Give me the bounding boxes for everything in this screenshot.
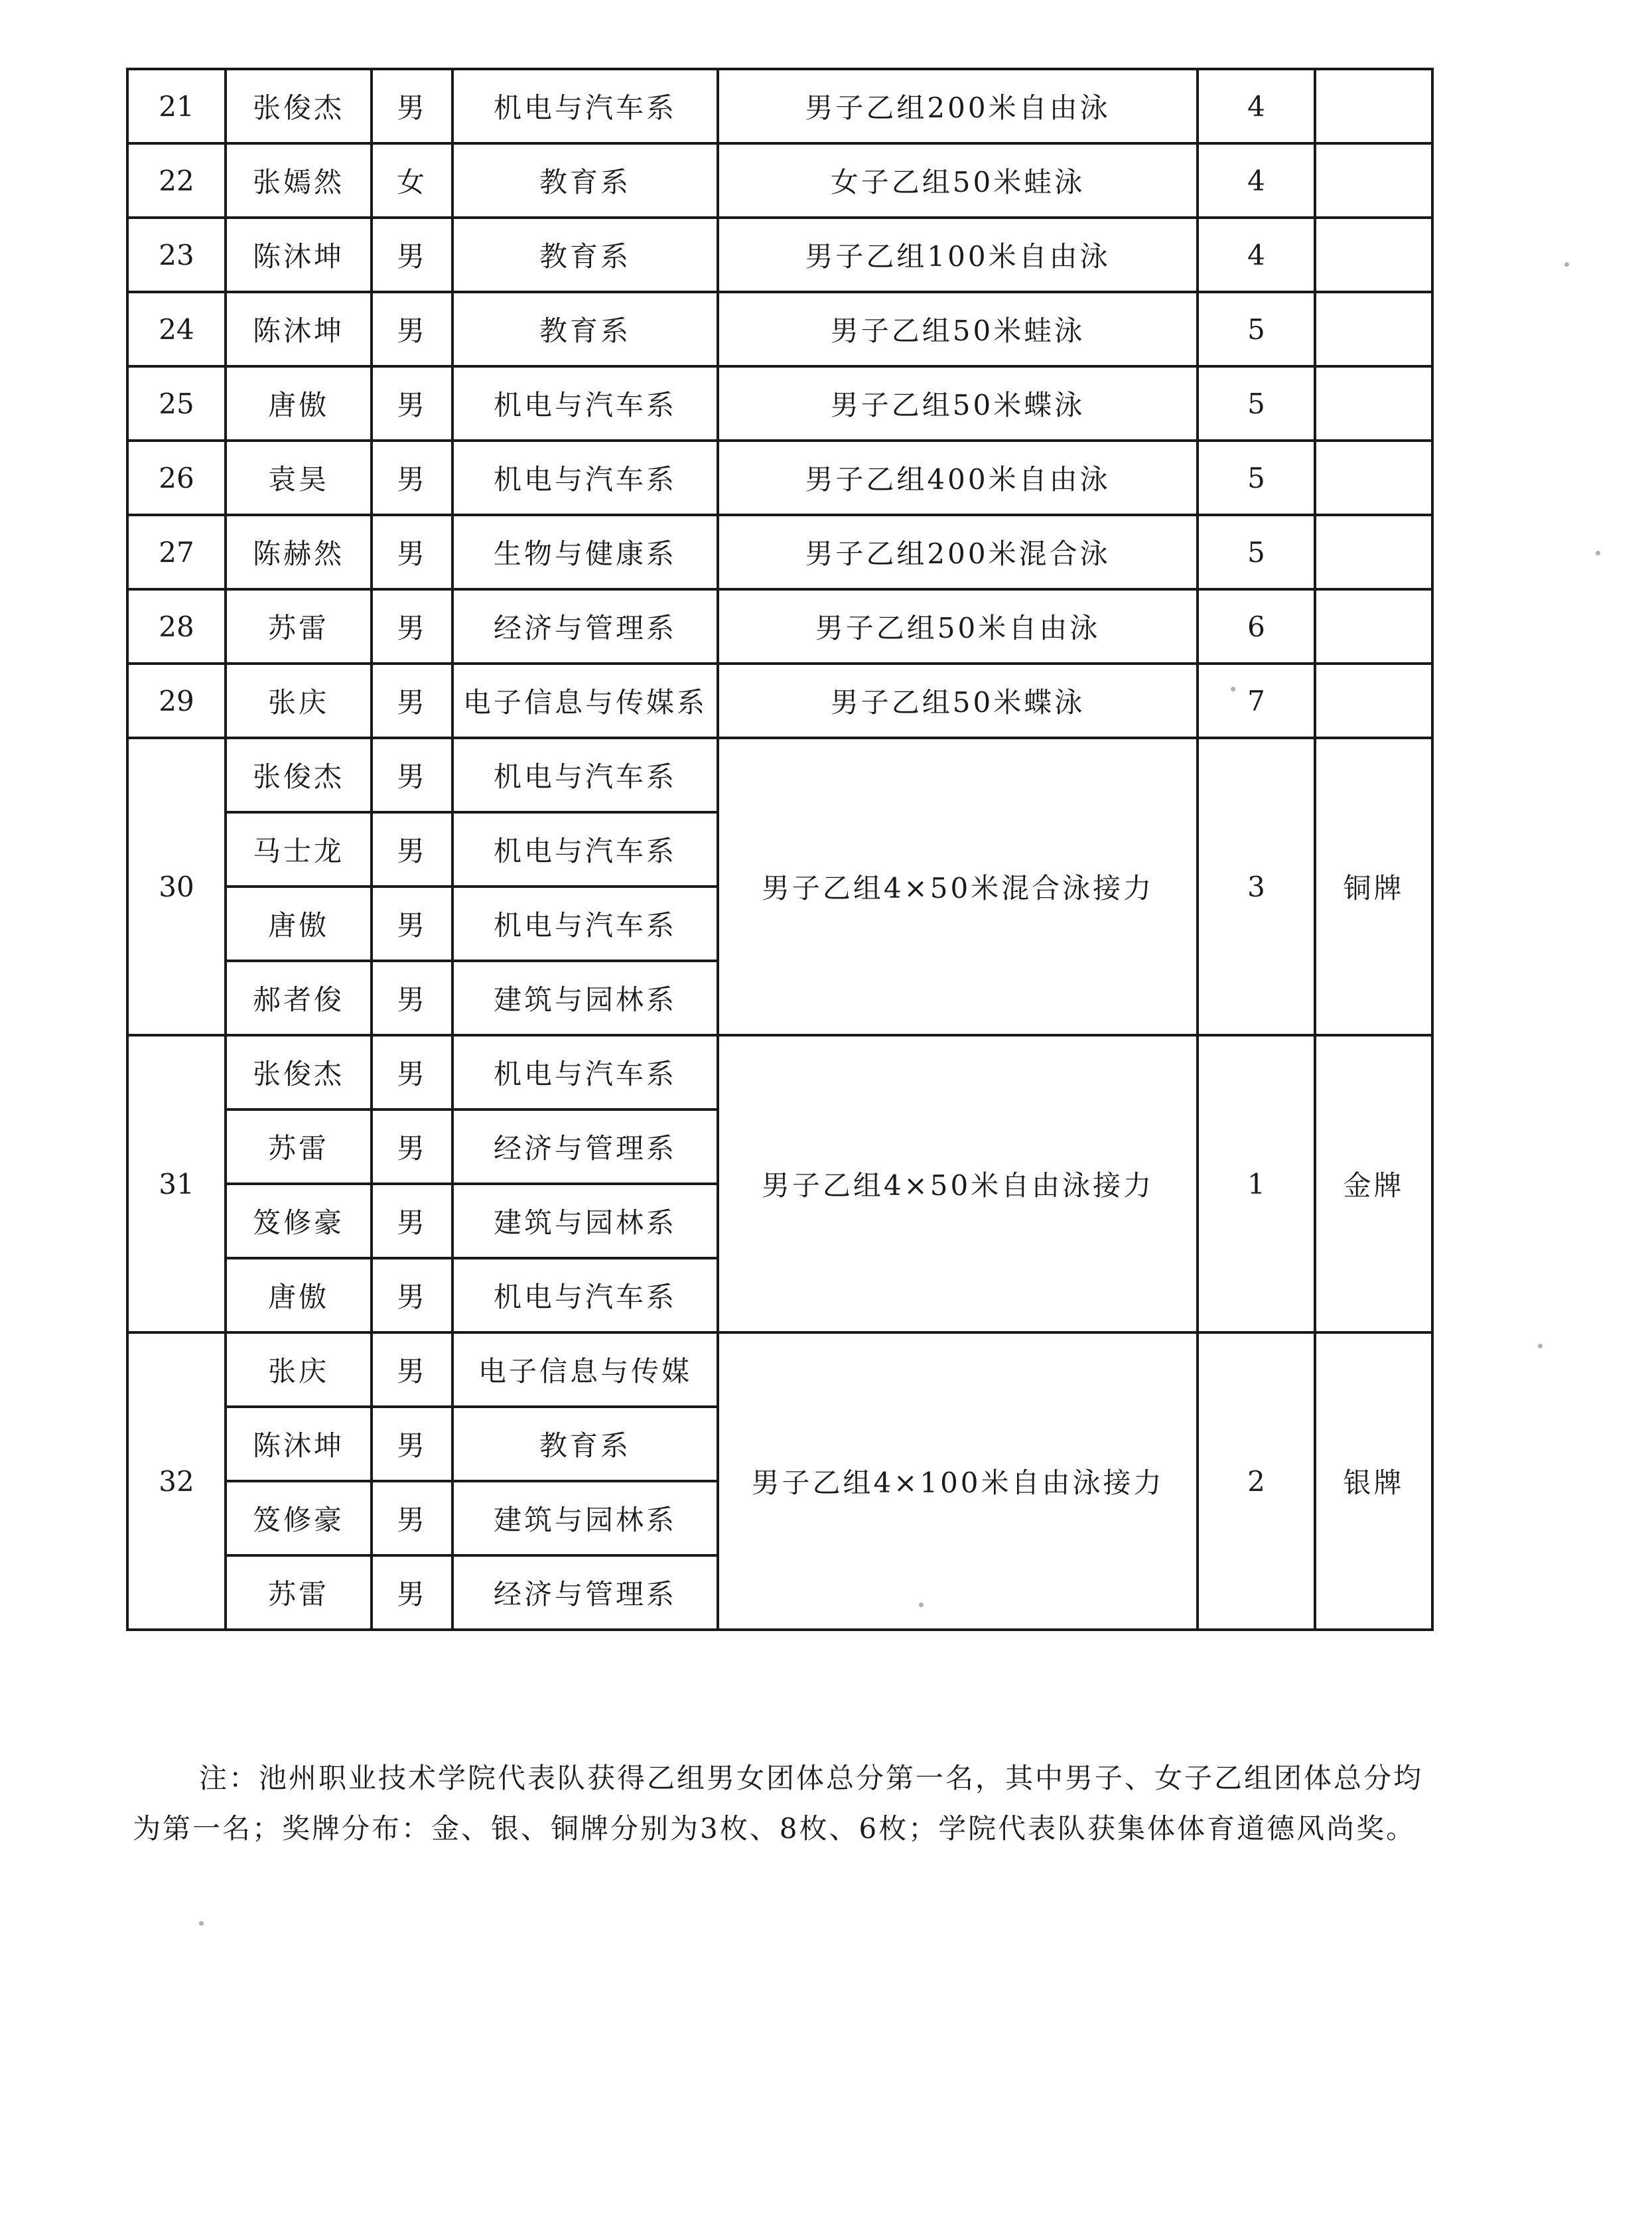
cell-department: 机电与汽车系 bbox=[452, 69, 718, 143]
cell-department: 教育系 bbox=[452, 292, 718, 366]
cell-gender: 男 bbox=[372, 1035, 452, 1109]
cell-department: 机电与汽车系 bbox=[452, 738, 718, 812]
cell-rank: 4 bbox=[1198, 143, 1315, 218]
cell-gender: 男 bbox=[372, 961, 452, 1035]
cell-name: 郝者俊 bbox=[226, 961, 372, 1035]
cell-name: 马士龙 bbox=[226, 812, 372, 887]
cell-number: 32 bbox=[127, 1332, 226, 1630]
cell-gender: 男 bbox=[372, 1481, 452, 1555]
cell-department: 电子信息与传媒 bbox=[452, 1332, 718, 1407]
cell-gender: 男 bbox=[372, 515, 452, 589]
cell-department: 机电与汽车系 bbox=[452, 1258, 718, 1332]
scan-speck bbox=[199, 1921, 204, 1926]
cell-number: 31 bbox=[127, 1035, 226, 1332]
cell-name: 张俊杰 bbox=[226, 738, 372, 812]
cell-medal: 金牌 bbox=[1315, 1035, 1432, 1332]
cell-number: 25 bbox=[127, 366, 226, 441]
cell-event: 男子乙组200米自由泳 bbox=[718, 69, 1198, 143]
cell-number: 24 bbox=[127, 292, 226, 366]
cell-gender: 男 bbox=[372, 1258, 452, 1332]
cell-rank: 6 bbox=[1198, 589, 1315, 664]
cell-rank: 2 bbox=[1198, 1332, 1315, 1630]
table-row bbox=[127, 218, 1432, 292]
cell-event: 男子乙组4×100米自由泳接力 bbox=[718, 1332, 1198, 1630]
cell-rank: 5 bbox=[1198, 366, 1315, 441]
cell-event: 男子乙组100米自由泳 bbox=[718, 218, 1198, 292]
cell-name: 张俊杰 bbox=[226, 69, 372, 143]
cell-department: 建筑与园林系 bbox=[452, 1184, 718, 1258]
cell-gender: 男 bbox=[372, 218, 452, 292]
table-row bbox=[127, 69, 1432, 143]
cell-department: 生物与健康系 bbox=[452, 515, 718, 589]
cell-number: 23 bbox=[127, 218, 226, 292]
results-table bbox=[126, 68, 1434, 1631]
table-row bbox=[127, 589, 1432, 664]
cell-gender: 男 bbox=[372, 664, 452, 738]
cell-gender: 男 bbox=[372, 1184, 452, 1258]
table-row bbox=[127, 366, 1432, 441]
scan-speck bbox=[919, 1603, 924, 1607]
cell-rank: 4 bbox=[1198, 69, 1315, 143]
cell-medal bbox=[1315, 143, 1432, 218]
cell-department: 机电与汽车系 bbox=[452, 366, 718, 441]
cell-rank: 1 bbox=[1198, 1035, 1315, 1332]
cell-medal bbox=[1315, 69, 1432, 143]
cell-department: 教育系 bbox=[452, 1407, 718, 1481]
cell-name: 唐傲 bbox=[226, 887, 372, 961]
table-row bbox=[127, 292, 1432, 366]
cell-name: 苏雷 bbox=[226, 589, 372, 664]
relay-row bbox=[127, 1035, 1432, 1109]
cell-event: 男子乙组200米混合泳 bbox=[718, 515, 1198, 589]
table-row bbox=[127, 143, 1432, 218]
cell-number: 27 bbox=[127, 515, 226, 589]
cell-gender: 男 bbox=[372, 1555, 452, 1630]
cell-rank: 3 bbox=[1198, 738, 1315, 1035]
cell-gender: 男 bbox=[372, 1332, 452, 1407]
cell-rank: 7 bbox=[1198, 664, 1315, 738]
cell-gender: 男 bbox=[372, 366, 452, 441]
table-row bbox=[127, 515, 1432, 589]
cell-name: 唐傲 bbox=[226, 1258, 372, 1332]
cell-gender: 男 bbox=[372, 589, 452, 664]
cell-department: 经济与管理系 bbox=[452, 1109, 718, 1184]
cell-department: 经济与管理系 bbox=[452, 589, 718, 664]
cell-department: 教育系 bbox=[452, 143, 718, 218]
cell-event: 男子乙组4×50米混合泳接力 bbox=[718, 738, 1198, 1035]
cell-medal bbox=[1315, 292, 1432, 366]
footnote: 注：池州职业技术学院代表队获得乙组男女团体总分第一名，其中男子、女子乙组团体总分均为第一名；奖牌分布：金、银、铜牌分别为3枚、8枚、6枚；学院代表队获集体体育道德风尚奖。 bbox=[133, 1762, 1424, 1845]
table-row bbox=[127, 664, 1432, 738]
cell-department: 机电与汽车系 bbox=[452, 812, 718, 887]
table-row bbox=[127, 441, 1432, 515]
cell-name: 笈修豪 bbox=[226, 1481, 372, 1555]
cell-department: 机电与汽车系 bbox=[452, 887, 718, 961]
cell-name: 唐傲 bbox=[226, 366, 372, 441]
cell-gender: 男 bbox=[372, 69, 452, 143]
cell-medal bbox=[1315, 441, 1432, 515]
cell-name: 苏雷 bbox=[226, 1555, 372, 1630]
cell-number: 22 bbox=[127, 143, 226, 218]
cell-number: 29 bbox=[127, 664, 226, 738]
cell-name: 张俊杰 bbox=[226, 1035, 372, 1109]
cell-gender: 男 bbox=[372, 887, 452, 961]
cell-number: 26 bbox=[127, 441, 226, 515]
cell-medal bbox=[1315, 589, 1432, 664]
cell-gender: 男 bbox=[372, 1109, 452, 1184]
cell-department: 机电与汽车系 bbox=[452, 1035, 718, 1109]
cell-number: 30 bbox=[127, 738, 226, 1035]
cell-department: 电子信息与传媒系 bbox=[452, 664, 718, 738]
cell-department: 机电与汽车系 bbox=[452, 441, 718, 515]
cell-event: 男子乙组50米自由泳 bbox=[718, 589, 1198, 664]
cell-name: 陈沐坤 bbox=[226, 292, 372, 366]
relay-row bbox=[127, 1332, 1432, 1407]
cell-rank: 5 bbox=[1198, 292, 1315, 366]
cell-event: 男子乙组50米蛙泳 bbox=[718, 292, 1198, 366]
cell-name: 苏雷 bbox=[226, 1109, 372, 1184]
cell-name: 陈沐坤 bbox=[226, 218, 372, 292]
cell-event: 男子乙组50米蝶泳 bbox=[718, 664, 1198, 738]
cell-medal: 银牌 bbox=[1315, 1332, 1432, 1630]
cell-department: 建筑与园林系 bbox=[452, 1481, 718, 1555]
cell-number: 21 bbox=[127, 69, 226, 143]
cell-medal bbox=[1315, 218, 1432, 292]
cell-name: 袁昊 bbox=[226, 441, 372, 515]
cell-rank: 4 bbox=[1198, 218, 1315, 292]
cell-gender: 女 bbox=[372, 143, 452, 218]
cell-gender: 男 bbox=[372, 1407, 452, 1481]
scan-speck bbox=[1231, 687, 1235, 691]
cell-name: 陈沐坤 bbox=[226, 1407, 372, 1481]
cell-rank: 5 bbox=[1198, 515, 1315, 589]
cell-number: 28 bbox=[127, 589, 226, 664]
cell-name: 张庆 bbox=[226, 1332, 372, 1407]
cell-name: 张庆 bbox=[226, 664, 372, 738]
scan-speck bbox=[1596, 551, 1600, 555]
cell-event: 男子乙组4×50米自由泳接力 bbox=[718, 1035, 1198, 1332]
cell-gender: 男 bbox=[372, 292, 452, 366]
cell-event: 女子乙组50米蛙泳 bbox=[718, 143, 1198, 218]
cell-department: 建筑与园林系 bbox=[452, 961, 718, 1035]
scan-speck bbox=[1564, 262, 1569, 267]
cell-medal bbox=[1315, 515, 1432, 589]
cell-gender: 男 bbox=[372, 812, 452, 887]
cell-event: 男子乙组50米蝶泳 bbox=[718, 366, 1198, 441]
cell-name: 笈修豪 bbox=[226, 1184, 372, 1258]
cell-medal bbox=[1315, 664, 1432, 738]
cell-name: 张嫣然 bbox=[226, 143, 372, 218]
scan-speck bbox=[1538, 1344, 1543, 1348]
cell-medal: 铜牌 bbox=[1315, 738, 1432, 1035]
cell-department: 经济与管理系 bbox=[452, 1555, 718, 1630]
cell-department: 教育系 bbox=[452, 218, 718, 292]
cell-event: 男子乙组400米自由泳 bbox=[718, 441, 1198, 515]
cell-gender: 男 bbox=[372, 738, 452, 812]
cell-medal bbox=[1315, 366, 1432, 441]
cell-gender: 男 bbox=[372, 441, 452, 515]
cell-rank: 5 bbox=[1198, 441, 1315, 515]
relay-row bbox=[127, 738, 1432, 812]
cell-name: 陈赫然 bbox=[226, 515, 372, 589]
